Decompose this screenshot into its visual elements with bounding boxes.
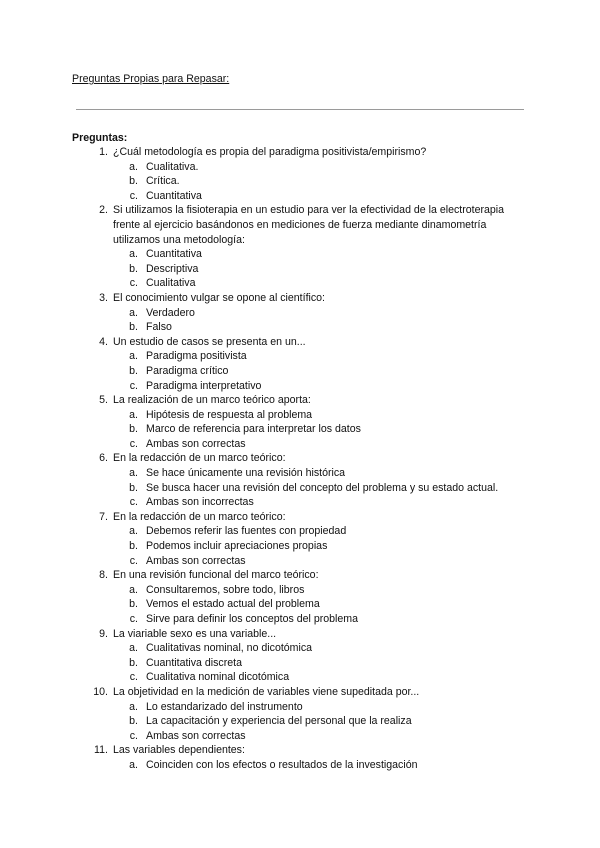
option-letter: c.: [129, 437, 138, 450]
option-letter: a.: [129, 525, 138, 538]
answer-option: [72, 408, 532, 423]
question-number: 10.: [93, 685, 108, 698]
option-text: Consultaremos, sobre todo, libros: [146, 583, 305, 596]
option-letter: a.: [129, 408, 138, 421]
question-row: [72, 335, 532, 350]
document-title: Preguntas Propias para Repasar:: [72, 73, 230, 85]
option-text: Hipótesis de respuesta al problema: [146, 408, 313, 421]
question-item: [72, 743, 532, 772]
option-text: Descriptiva: [146, 262, 199, 275]
question-row: [72, 451, 532, 466]
option-text: Cualitativa.: [146, 160, 199, 173]
answer-option: [72, 554, 532, 569]
option-text: Sirve para definir los conceptos del problema: [146, 613, 358, 625]
question-number: 6.: [99, 452, 108, 465]
answer-option: [72, 349, 532, 364]
question-text: La viariable sexo es una variable...: [113, 627, 277, 640]
option-text: La capacitación y experiencia del personal que la realiza: [146, 715, 412, 728]
option-letter: b.: [129, 715, 138, 728]
option-text: Ambas son correctas: [146, 554, 246, 567]
option-text: Vemos el estado actual del problema: [146, 598, 320, 611]
option-letter: a.: [129, 248, 138, 261]
answer-option: [72, 524, 532, 539]
question-text: Si utilizamos la fisioterapia en un estudio para ver la efectividad de la electroterapia frente al ejercicio basándonos en mediciones de fuerza mediante dinamometría utilizamos una metodología:: [113, 204, 505, 246]
option-text: Cuantitativa discreta: [146, 656, 242, 669]
option-text: Marco de referencia para interpretar los datos: [146, 423, 361, 436]
option-letter: a.: [129, 758, 138, 771]
option-letter: a.: [129, 583, 138, 596]
option-letter: b.: [129, 321, 138, 334]
option-text: Paradigma positivista: [146, 350, 247, 363]
option-text: Lo estandarizado del instrumento: [146, 700, 303, 713]
answer-option: [72, 729, 532, 744]
option-letter: c.: [129, 189, 138, 202]
question-text: El conocimiento vulgar se opone al científico:: [113, 291, 325, 304]
option-letter: c.: [129, 277, 138, 290]
option-text: Falso: [146, 321, 172, 334]
option-text: Ambas son correctas: [146, 729, 246, 742]
option-text: Se hace únicamente una revisión histórica: [146, 467, 346, 480]
answer-option: [72, 481, 532, 496]
answer-option: [72, 583, 532, 598]
option-letter: c.: [129, 496, 138, 509]
question-item: [72, 203, 532, 291]
option-text: Podemos incluir apreciaciones propias: [146, 540, 328, 553]
option-letter: b.: [129, 481, 138, 494]
answer-option: [72, 700, 532, 715]
question-row: [72, 568, 532, 583]
question-text: Un estudio de casos se presenta en un...: [113, 335, 306, 348]
answer-option: [72, 262, 532, 277]
option-letter: a.: [129, 642, 138, 655]
option-text: Cuantitativa: [146, 189, 202, 202]
answer-option: [72, 437, 532, 452]
section-heading: Preguntas:: [72, 132, 128, 144]
answer-option: [72, 422, 532, 437]
option-letter: b.: [129, 598, 138, 611]
option-letter: a.: [129, 306, 138, 319]
question-item: [72, 335, 532, 393]
answer-option: [72, 758, 532, 773]
option-letter: a.: [129, 160, 138, 173]
question-row: [72, 685, 532, 700]
question-item: [72, 510, 532, 568]
option-letter: b.: [129, 656, 138, 669]
question-number: 2.: [99, 204, 108, 217]
question-item: [72, 627, 532, 685]
option-letter: b.: [129, 540, 138, 553]
answer-option: [72, 597, 532, 612]
option-text: Ambas son incorrectas: [146, 496, 254, 509]
answer-option: [72, 364, 532, 379]
option-text: Debemos referir las fuentes con propiedad: [146, 525, 347, 538]
option-text: Cualitativas nominal, no dicotómica: [146, 642, 313, 655]
option-letter: a.: [129, 700, 138, 713]
answer-option: [72, 612, 532, 627]
option-text: Coinciden con los efectos o resultados de la investigación: [146, 758, 418, 771]
option-letter: c.: [129, 729, 138, 742]
answer-option: [72, 495, 532, 510]
option-letter: a.: [129, 350, 138, 363]
question-number: 7.: [99, 510, 108, 523]
option-text: Se busca hacer una revisión del concepto del problema y su estado actual.: [146, 481, 499, 494]
answer-option: [72, 160, 532, 175]
question-list: [72, 145, 532, 773]
answer-option: [72, 379, 532, 394]
option-text: Crítica.: [146, 175, 180, 188]
option-letter: b.: [129, 364, 138, 377]
question-item: [72, 145, 532, 203]
answer-option: [72, 306, 532, 321]
question-number: 11.: [94, 744, 108, 757]
option-text: Cualitativa: [146, 277, 196, 290]
question-row: [72, 291, 532, 306]
question-text: ¿Cuál metodología es propia del paradigma positivista/empirismo?: [113, 146, 427, 158]
option-text: Paradigma crítico: [146, 364, 229, 377]
horizontal-divider: [76, 109, 524, 110]
option-letter: b.: [129, 423, 138, 436]
option-letter: b.: [129, 175, 138, 188]
question-text: La objetividad en la medición de variables viene supeditada por...: [113, 685, 420, 698]
option-text: Verdadero: [146, 306, 195, 319]
answer-option: [72, 714, 532, 729]
option-letter: b.: [129, 262, 138, 275]
question-row: [72, 393, 532, 408]
question-number: 8.: [99, 569, 108, 582]
answer-option: [72, 539, 532, 554]
option-letter: c.: [129, 671, 138, 684]
question-text: En la redacción de un marco teórico:: [113, 452, 286, 465]
option-letter: c.: [129, 379, 138, 392]
question-text: La realización de un marco teórico aporta:: [113, 394, 311, 407]
question-item: [72, 393, 532, 451]
answer-option: [72, 466, 532, 481]
question-number: 9.: [99, 627, 108, 640]
question-row: [72, 743, 532, 758]
question-number: 3.: [99, 291, 108, 304]
question-text: En una revisión funcional del marco teórico:: [113, 569, 319, 582]
option-letter: c.: [129, 613, 138, 625]
answer-option: [72, 276, 532, 291]
answer-option: [72, 641, 532, 656]
question-number: 5.: [99, 394, 108, 407]
answer-option: [72, 174, 532, 189]
question-row: [72, 203, 532, 247]
question-item: [72, 291, 532, 335]
answer-option: [72, 247, 532, 262]
question-row: [72, 627, 532, 642]
option-text: Cuantitativa: [146, 248, 202, 261]
question-row: [72, 145, 532, 160]
question-number: 4.: [99, 335, 108, 348]
answer-option: [72, 320, 532, 335]
question-item: [72, 568, 532, 626]
question-text: En la redacción de un marco teórico:: [113, 510, 286, 523]
option-text: Paradigma interpretativo: [146, 379, 262, 392]
answer-option: [72, 670, 532, 685]
answer-option: [72, 189, 532, 204]
question-item: [72, 685, 532, 743]
question-number: 1.: [99, 146, 108, 158]
question-text: Las variables dependientes:: [113, 744, 245, 757]
question-item: [72, 451, 532, 509]
question-row: [72, 510, 532, 525]
option-text: Cualitativa nominal dicotómica: [146, 671, 290, 684]
option-letter: c.: [129, 554, 138, 567]
option-text: Ambas son correctas: [146, 437, 246, 450]
option-letter: a.: [129, 467, 138, 480]
answer-option: [72, 656, 532, 671]
